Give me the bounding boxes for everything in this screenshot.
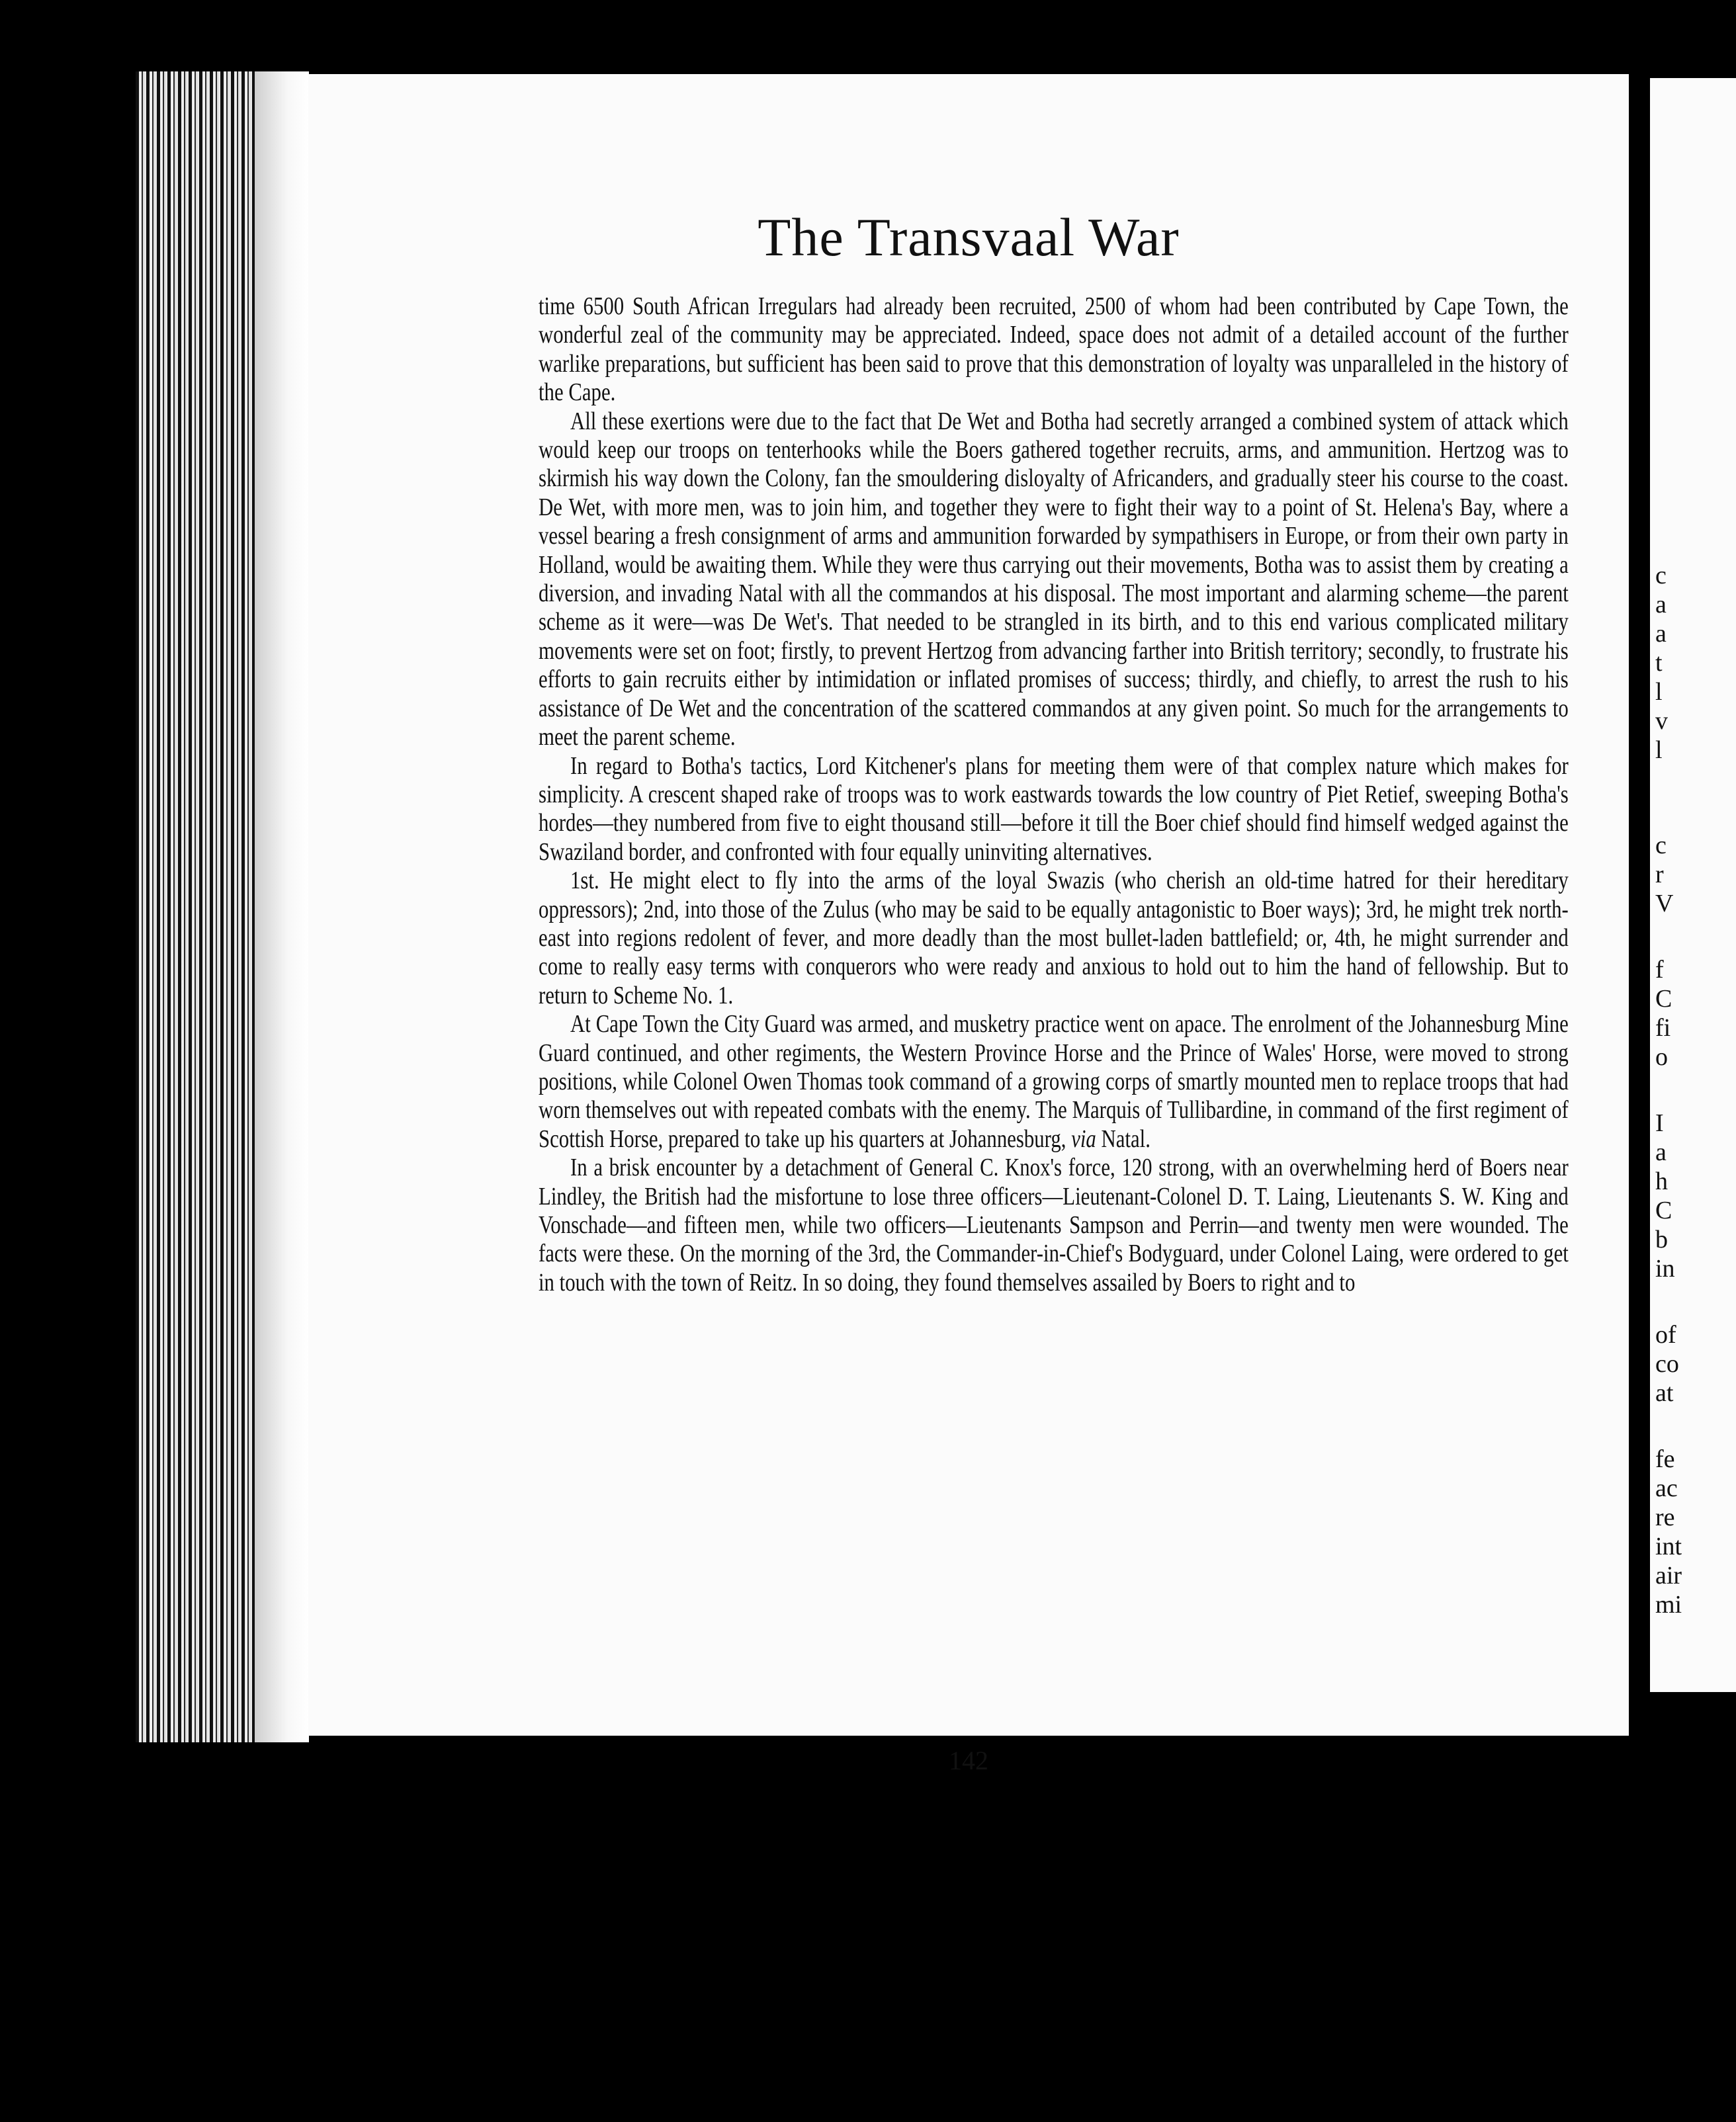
facing-page-fragment: C: [1655, 1197, 1672, 1224]
facing-page-fragment: v: [1655, 707, 1668, 735]
facing-page-fragment: r: [1655, 861, 1664, 888]
facing-page-fragment: at: [1655, 1379, 1674, 1407]
paragraph: All these exertions were due to the fact that De Wet and Botha had secretly arranged a combined system of attack which would keep our troops on tenterhooks while the Boers gathered together recruits, arms, and ammunition. Hertzog was to skirmish his way down the Colony, fan the smouldering disloyalty of Africanders, and gradually steer his course to the coast. De Wet, with more men, was to join him, and together they were to fight their way to a point of St. Helena's Bay, where a vessel bearing a fresh consignment of arms and ammunition forwarded by sympathisers in Europe, or from their own party in Holland, would be awaiting them. While they were thus carrying out their movements, Botha was to assist them by creating a diversion, and invading Natal with all the commandos at his disposal. The most important and alarming scheme—the parent scheme as it were—was De Wet's. That needed to be strangled in its birth, and to this end various complicated military movements were set on foot; firstly, to prevent Hertzog from advancing farther into British territory; secondly, to frustrate his efforts to gain recruits either by intimidation or inflated promises of success; thirdly, and chiefly, to arrest the rush to his assistance of De Wet and the concentration of the scattered commandos at any given point. So much for the arrangements to meet the parent scheme.: [539, 407, 1569, 751]
body-text: [539, 292, 1569, 1297]
facing-page-fragment: fe: [1655, 1445, 1675, 1473]
facing-page-fragment: I: [1655, 1109, 1664, 1137]
facing-page-fragment: o: [1655, 1043, 1668, 1071]
paragraph: time 6500 South African Irregulars had already been recruited, 2500 of whom had been contributed by Cape Town, the wonderful zeal of the community may be appreciated. Indeed, space does not admit of a detailed account of the further warlike preparations, but sufficient has been said to prove that this demonstration of loyalty was unparalleled in the history of the Cape.: [539, 292, 1569, 407]
facing-page-fragment: a: [1655, 1138, 1667, 1166]
facing-page-fragment: c: [1655, 562, 1667, 589]
facing-page-fragment: a: [1655, 591, 1667, 618]
facing-page-fragment: t: [1655, 649, 1663, 677]
facing-page-fragment: int: [1655, 1533, 1682, 1560]
page-edges: [136, 71, 309, 1742]
facing-page-fragment: mi: [1655, 1591, 1682, 1619]
facing-page-fragment: ac: [1655, 1474, 1678, 1502]
facing-page-fragment: c: [1655, 831, 1667, 859]
facing-page-fragment: h: [1655, 1167, 1668, 1195]
facing-page-fragment: co: [1655, 1350, 1679, 1378]
facing-page-edge: [1650, 78, 1736, 1692]
facing-page-fragment: fi: [1655, 1014, 1671, 1042]
facing-page-fragment: f: [1655, 956, 1664, 984]
paragraph: In regard to Botha's tactics, Lord Kitchener's plans for meeting them were of that complex nature which makes for simplicity. A crescent shaped rake of troops was to work eastwards towards the low country of Piet Retief, sweeping Botha's hordes—they numbered from five to eight thousand still—before it till the Boer chief should find himself wedged against the Swaziland border, and confronted with four equally uninviting alternatives.: [539, 751, 1569, 866]
facing-page-fragment: of: [1655, 1321, 1676, 1349]
page-number: 142: [949, 1746, 988, 1775]
facing-page-fragment: l: [1655, 678, 1663, 706]
book-page: [308, 74, 1629, 1775]
paragraph: 1st. He might elect to fly into the arms of the loyal Swazis (who cherish an old-time hatred for their hereditary oppressors); 2nd, into those of the Zulus (who may be said to be equally antagonistic to Boer ways); 3rd, he might trek north-east into regions redolent of fever, and more deadly than the most bullet-laden battlefield; or, 4th, he might surrender and come to really easy terms with conquerors who were ready and anxious to hold out to him the hand of fellowship. But to return to Scheme No. 1.: [539, 867, 1569, 1009]
running-head: The Transvaal War: [758, 207, 1180, 267]
paragraph: In a brisk encounter by a detachment of General C. Knox's force, 120 strong, with an overwhelming herd of Boers near Lindley, the British had the misfortune to lose three officers—Lieutenant-Colonel D. T. Laing, Lieutenants S. W. King and Vonschade—and fifteen men, while two officers—Lieutenants Sampson and Perrin—and twenty men were wounded. The facts were these. On the morning of the 3rd, the Commander-in-Chief's Bodyguard, under Colonel Laing, were ordered to get in touch with the town of Reitz. In so doing, they found themselves assailed by Boers to right and to: [539, 1154, 1569, 1296]
facing-page-fragment: l: [1655, 736, 1663, 764]
facing-page-fragment: V: [1655, 890, 1674, 917]
facing-page-fragment: re: [1655, 1504, 1675, 1531]
paragraph: At Cape Town the City Guard was armed, and musketry practice went on apace. The enrolment of the Johannesburg Mine Guard continued, and other regiments, the Western Province Horse and the Prince of Wales' Horse, were moved to strong positions, while Colonel Owen Thomas took command of a growing corps of smartly mounted men to replace troops that had worn themselves out with repeated combats with the enemy. The Marquis of Tullibardine, in command of the first regiment of Scottish Horse, prepared to take up his quarters at Johannesburg, via Natal.: [539, 1010, 1569, 1153]
facing-page-fragment: C: [1655, 985, 1672, 1013]
facing-page-fragment: air: [1655, 1562, 1682, 1590]
facing-page-fragment: in: [1655, 1255, 1675, 1283]
facing-page-fragment: a: [1655, 620, 1667, 648]
facing-page-fragment: b: [1655, 1226, 1668, 1253]
